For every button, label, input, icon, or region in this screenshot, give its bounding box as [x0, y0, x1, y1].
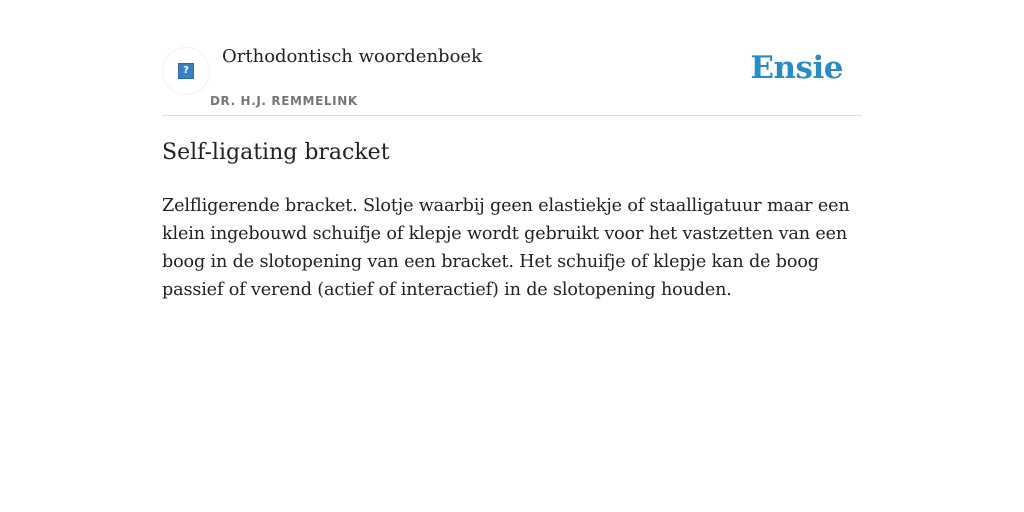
book-author[interactable]: DR. H.J. REMMELINK: [210, 94, 358, 108]
book-question-icon: ?: [178, 63, 194, 79]
page-container: [162, 0, 862, 300]
ensie-logo[interactable]: Ensie: [750, 50, 843, 86]
source-header: [162, 0, 862, 116]
book-title-link[interactable]: Orthodontisch woordenboek: [222, 46, 482, 67]
entry-title: Self-ligating bracket: [162, 140, 390, 165]
entry-definition: Zelfligerende bracket. Slotje waarbij geen elastiekje of staalligatuur maar een klein ingebouwd schuifje of klepje wordt gebruikt voor het vastzetten van een boog in de slotopening van een bracket. Het schuifje of klepje kan de boog passief of verend (actief of interactief) in de slotopening houden.: [162, 196, 850, 300]
book-thumbnail[interactable]: [162, 47, 210, 95]
